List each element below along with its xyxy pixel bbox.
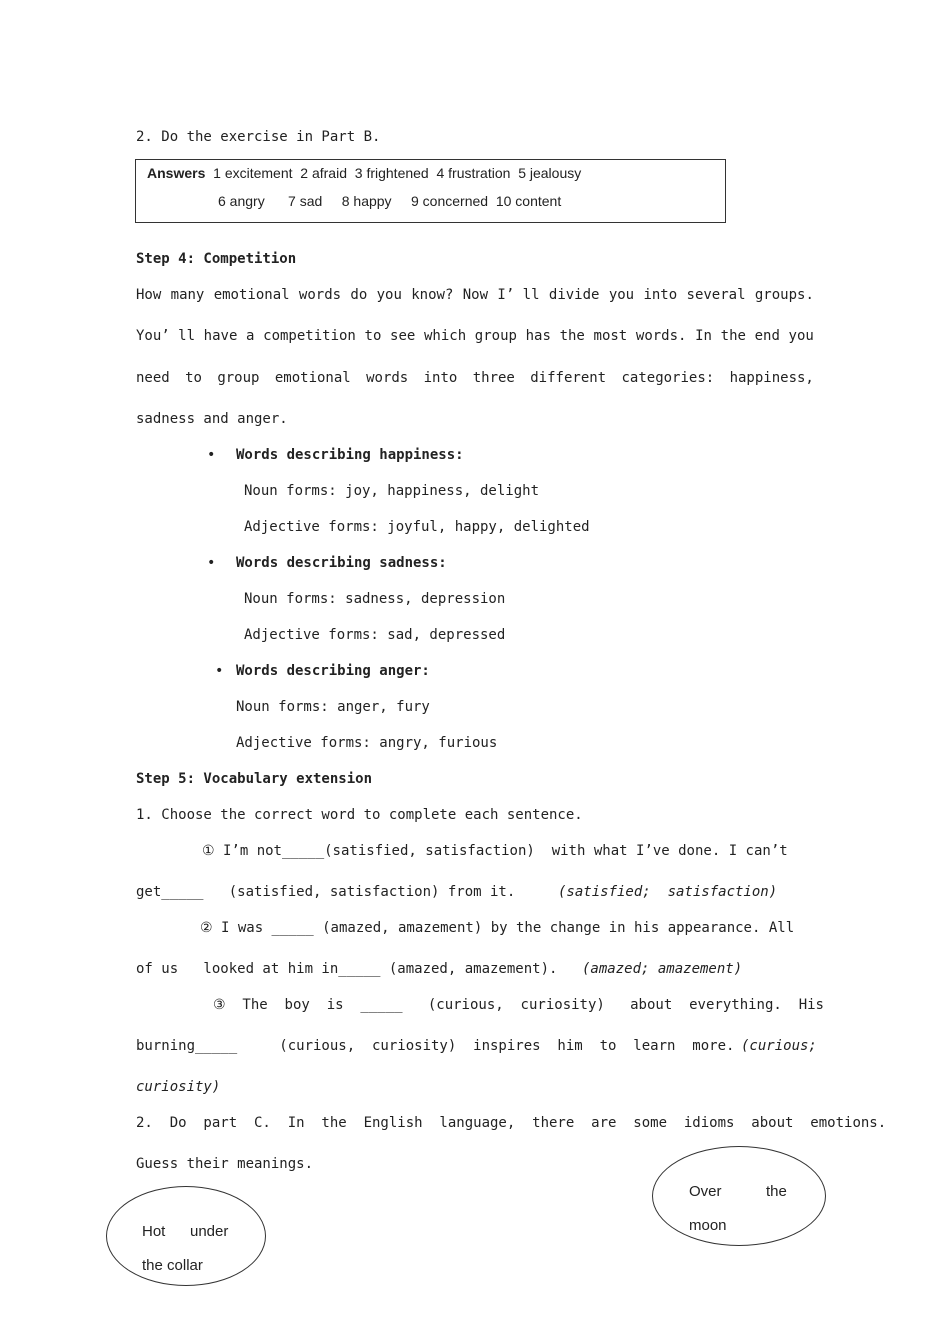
- para-word: emotional: [274, 370, 351, 386]
- step5-question-2-line-1: 2. Do part C. In the English language, there are some idioms about emotions.: [136, 1115, 887, 1131]
- part-b-instruction: 2. Do the exercise in Part B.: [136, 129, 381, 145]
- para-word: group: [474, 328, 517, 344]
- bullet: •: [215, 663, 224, 679]
- sentence-3-line-2: burning_____ (curious, curiosity) inspires him to learn more.: [136, 1038, 735, 1054]
- para-word: words: [298, 287, 342, 303]
- para-word: you: [608, 287, 635, 303]
- answers-row-1: [147, 165, 581, 181]
- idiom-moon-word-3: moon: [689, 1217, 727, 1234]
- sentence-2-line-1: ② I was _____ (amazed, amazement) by the change in his appearance. All: [200, 920, 795, 936]
- para-word: How: [136, 287, 162, 303]
- answers-label: Answers: [147, 165, 206, 181]
- para-word: many: [170, 287, 205, 303]
- group-title-happiness: Words describing happiness:: [236, 447, 464, 463]
- sentence-2-answer: (amazed; amazement): [582, 961, 743, 977]
- step4-para-line-1: [136, 286, 814, 304]
- group-adj-anger: Adjective forms: angry, furious: [236, 735, 498, 751]
- group-title-anger: Words describing anger:: [236, 663, 430, 679]
- para-word: Now: [462, 287, 489, 303]
- para-word: divide: [548, 287, 600, 303]
- para-word: have: [203, 328, 238, 344]
- step4-para-line-4: sadness and anger.: [136, 411, 288, 427]
- idiom-moon-word-1: Over: [689, 1183, 722, 1200]
- para-word: different: [530, 370, 607, 386]
- sentence-3-answer-part-2: curiosity): [136, 1079, 221, 1095]
- para-word: emotional: [213, 287, 290, 303]
- answers-box: [135, 159, 726, 223]
- bullet: •: [207, 555, 216, 571]
- idiom-collar-word-3: the collar: [142, 1257, 203, 1274]
- para-word: group: [217, 370, 260, 386]
- step5-heading: Step 5: Vocabulary extension: [136, 771, 373, 787]
- group-noun-happiness: Noun forms: joy, happiness, delight: [244, 483, 540, 499]
- para-word: end: [754, 328, 780, 344]
- answers-row-2: 6 angry 7 sad 8 happy 9 concerned 10 content: [218, 193, 562, 209]
- para-word: words: [366, 370, 409, 386]
- para-word: competition: [263, 328, 356, 344]
- para-word: most: [593, 328, 628, 344]
- para-word: see: [390, 328, 416, 344]
- idiom-collar-word-2: under: [190, 1223, 229, 1240]
- para-word: need: [136, 370, 170, 386]
- idiom-collar-word-1: Hot: [142, 1223, 166, 1240]
- para-word: into: [423, 370, 458, 386]
- para-word: categories:: [621, 370, 715, 386]
- para-word: I’ ll: [497, 287, 540, 303]
- sentence-3-line-1: ③ The boy is _____ (curious, curiosity) about everything. His: [213, 997, 824, 1013]
- para-word: to: [185, 370, 202, 386]
- para-word: do: [350, 287, 368, 303]
- para-word: to: [364, 328, 382, 344]
- sentence-2-line-2: of us looked at him in_____ (amazed, amazement).: [136, 961, 558, 977]
- sentence-3-answer-part-1: (curious;: [741, 1038, 817, 1054]
- para-word: several: [686, 287, 746, 303]
- step4-para-line-2: [136, 327, 814, 345]
- group-adj-sadness: Adjective forms: sad, depressed: [244, 627, 506, 643]
- para-word: you: [376, 287, 402, 303]
- step5-question-2-line-2: Guess their meanings.: [136, 1156, 314, 1172]
- para-word: which: [423, 328, 467, 344]
- step4-para-line-3: [136, 369, 814, 387]
- para-word: words.: [635, 328, 687, 344]
- sentence-1-line-1: ① I’m not_____(satisfied, satisfaction) with what I’ve done. I can’t: [202, 843, 788, 859]
- para-word: In: [695, 328, 712, 344]
- group-noun-anger: Noun forms: anger, fury: [236, 699, 430, 715]
- answers-row-1-text: 1 excitement 2 afraid 3 frightened 4 frustration 5 jealousy: [213, 165, 582, 181]
- sentence-1-line-2: get_____ (satisfied, satisfaction) from it.: [136, 884, 516, 900]
- para-word: three: [472, 370, 515, 386]
- idiom-oval-hot-under-the-collar: [106, 1186, 266, 1286]
- group-adj-happiness: Adjective forms: joyful, happy, delighted: [244, 519, 590, 535]
- sentence-1-answer: (satisfied; satisfaction): [558, 884, 778, 900]
- idiom-moon-word-2: the: [766, 1183, 787, 1200]
- para-word: the: [559, 328, 585, 344]
- para-word: has: [525, 328, 551, 344]
- group-noun-sadness: Noun forms: sadness, depression: [244, 591, 506, 607]
- para-word: a: [246, 328, 255, 344]
- para-word: you: [788, 328, 814, 344]
- step5-question-1: 1. Choose the correct word to complete each sentence.: [136, 807, 583, 823]
- bullet: •: [207, 447, 216, 463]
- para-word: the: [720, 328, 746, 344]
- para-word: into: [643, 287, 678, 303]
- para-word: groups.: [754, 287, 814, 303]
- para-word: happiness,: [729, 370, 814, 386]
- step4-heading: Step 4: Competition: [136, 251, 297, 267]
- para-word: You’ ll: [136, 328, 196, 344]
- idiom-oval-over-the-moon: [652, 1146, 826, 1246]
- para-word: know?: [411, 287, 454, 303]
- group-title-sadness: Words describing sadness:: [236, 555, 447, 571]
